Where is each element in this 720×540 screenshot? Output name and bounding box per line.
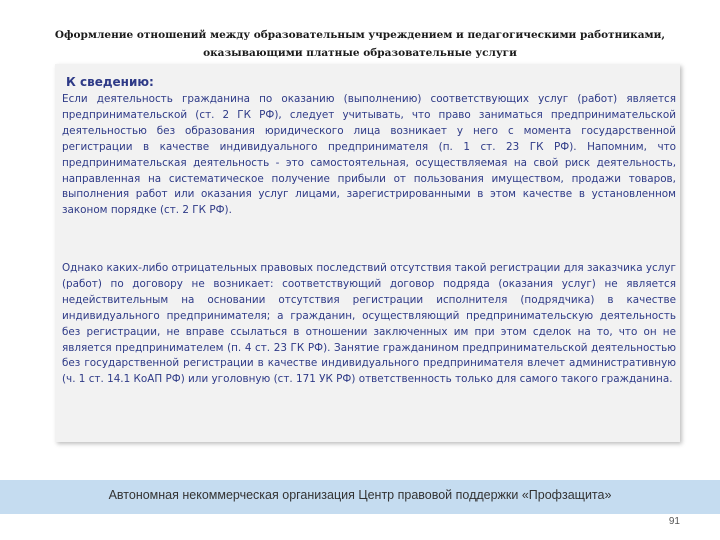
- paragraph-consequences: Однако каких-либо отрицательных правовых последствий отсутствия такой регистрации для заказчика услуг (работ) по договору не возникает: соответствующий договор подряда (оказания услуг) не является недействительным на основании отсутствия регистрации исполнителя (подрядчика) в качестве индивидуального предпринимателя; а гражданин, осуществляющий предпринимательскую деятельность без регистрации, не вправе ссылаться в отношении заключенных им при этом сделок на то, что он не является предпринимателем (п. 4 ст. 23 ГК РФ). Занятие гражданином предпринимательской деятельностью без государственной регистрации в качестве индивидуального предпринимателя влечет административную (ч. 1 ст. 14.1 КоАП РФ) или уголовную (ст. 171 УК РФ) ответственность только для самого такого гражданина.: [62, 262, 676, 386]
- paragraph-registration: Если деятельность гражданина по оказанию (выполнению) соответствующих услуг (работ) является предпринимательской (ст. 2 ГК РФ), следует учитывать, что право заниматься предпринимательской деятельностью без образования юридического лица возникает у него с момента государственной регистрации в качестве индивидуального предпринимателя (п. 1 ст. 23 ГК РФ). Напомним, что предпринимательская деятельность - это самостоятельная, осуществляемая на свой риск деятельность, направленная на систематическое получение прибыли от пользования имуществом, продажи товаров, выполнения работ или оказания услуг лицами, зарегистрированными в этом качестве в установленном законом порядке (ст. 2 ГК РФ).: [62, 93, 676, 217]
- page-number: 91: [668, 516, 680, 527]
- section-subheading: К сведению:: [66, 75, 154, 89]
- slide-title: Оформление отношений между образовательным учреждением и педагогическими работниками, оказывающими платные образовательные услуги: [54, 29, 666, 59]
- footer-organization: Автономная некоммерческая организация Центр правовой поддержки «Профзащита»: [108, 488, 612, 502]
